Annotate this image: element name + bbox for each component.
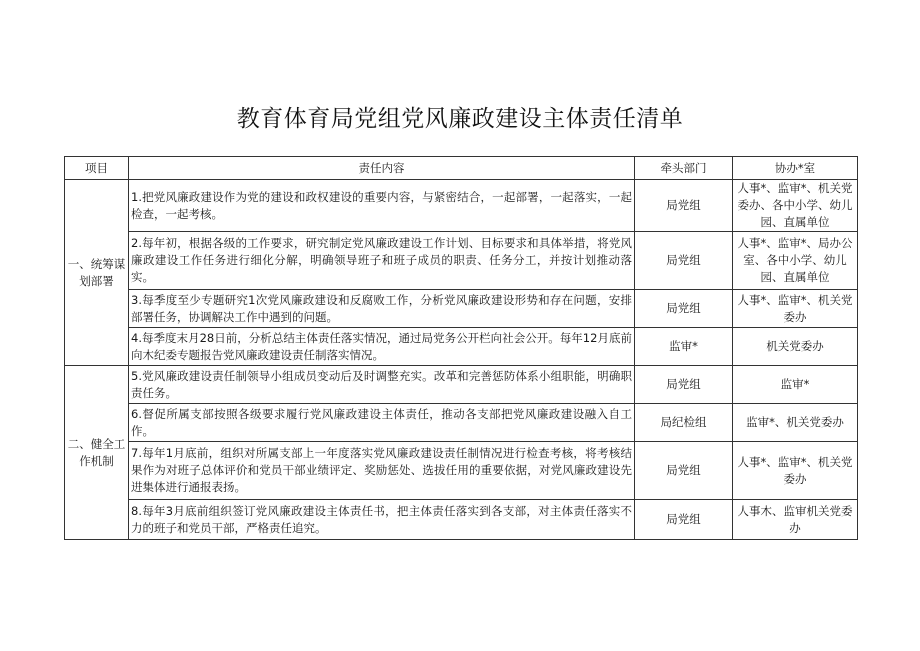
- assist-dept: 监审*: [733, 366, 858, 404]
- table-row: [65, 442, 858, 500]
- assist-dept: 人事*、监审*、机关党委办: [733, 442, 858, 500]
- assist-dept: 人事木、监审机关党委办: [733, 500, 858, 540]
- header-content: 责任内容: [129, 157, 635, 180]
- duty-content: 3.每季度至少专题研究1次党风廉政建设和反腐败工作，分析党风廉政建设形势和存在问题，安排部署任务，协调解决工作中遇到的问题。: [129, 290, 635, 328]
- responsibility-table: [64, 156, 858, 540]
- assist-dept: 人事*、监审*、机关党委办: [733, 290, 858, 328]
- table-row: [65, 180, 858, 232]
- assist-dept: 人事*、监审*、机关党委办、各中小学、幼儿园、直属单位: [733, 180, 858, 232]
- group-name: 二、健全工作机制: [65, 366, 129, 540]
- duty-content: 6.督促所属支部按照各级要求履行党风廉政建设主体责任，推动各支部把党风廉政建设融入自工作。: [129, 404, 635, 442]
- lead-dept: 局党组: [635, 180, 733, 232]
- lead-dept: 局党组: [635, 366, 733, 404]
- table-row: [65, 232, 858, 290]
- lead-dept: 局党组: [635, 500, 733, 540]
- table-row: [65, 404, 858, 442]
- lead-dept: 局纪检组: [635, 404, 733, 442]
- header-project: 项目: [65, 157, 129, 180]
- lead-dept: 局党组: [635, 442, 733, 500]
- table-row: [65, 500, 858, 540]
- page-title: 教育体育局党组党风廉政建设主体责任清单: [236, 106, 684, 132]
- table-row: [65, 290, 858, 328]
- duty-content: 7.每年1月底前，组织对所属支部上一年度落实党风廉政建设责任制情况进行检查考核，将考核结果作为对班子总体评价和党员干部业绩评定、奖励惩处、选拔任用的重要依据，对党风廉政建设先进集体进行通报表扬。: [129, 442, 635, 500]
- table-row: [65, 366, 858, 404]
- duty-content: 4.每季度末月28日前，分析总结主体责任落实情况，通过局党务公开栏向社会公开。每年12月底前向木纪委专题报告党风廉政建设责任制落实情况。: [129, 328, 635, 366]
- duty-content: 2.每年初，根据各级的工作要求，研究制定党风廉政建设工作计划、目标要求和具体举措，将党风廉政建设工作任务进行细化分解，明确领导班子和班子成员的职责、任务分工，并按计划推动落实。: [129, 232, 635, 290]
- table-header-row: [65, 157, 858, 180]
- lead-dept: 局党组: [635, 232, 733, 290]
- header-assist: 协办*室: [733, 157, 858, 180]
- lead-dept: 监审*: [635, 328, 733, 366]
- duty-content: 5.党风廉政建设责任制领导小组成员变动后及时调整充实。改革和完善惩防体系小组职能，明确职责任务。: [129, 366, 635, 404]
- duty-content: 8.每年3月底前组织签订党风廉政建设主体责任书，把主体责任落实到各支部，对主体责任落实不力的班子和党员干部，严格责任追究。: [129, 500, 635, 540]
- assist-dept: 机关党委办: [733, 328, 858, 366]
- assist-dept: 监审*、机关党委办: [733, 404, 858, 442]
- assist-dept: 人事*、监审*、局办公室、各中小学、幼儿园、直属单位: [733, 232, 858, 290]
- group-name: 一、统筹谋划部署: [65, 180, 129, 366]
- lead-dept: 局党组: [635, 290, 733, 328]
- duty-content: 1.把党风廉政建设作为党的建设和政权建设的重要内容，与紧密结合，一起部署，一起落实，一起检查，一起考核。: [129, 180, 635, 232]
- header-lead: 牵头部门: [635, 157, 733, 180]
- table-row: [65, 328, 858, 366]
